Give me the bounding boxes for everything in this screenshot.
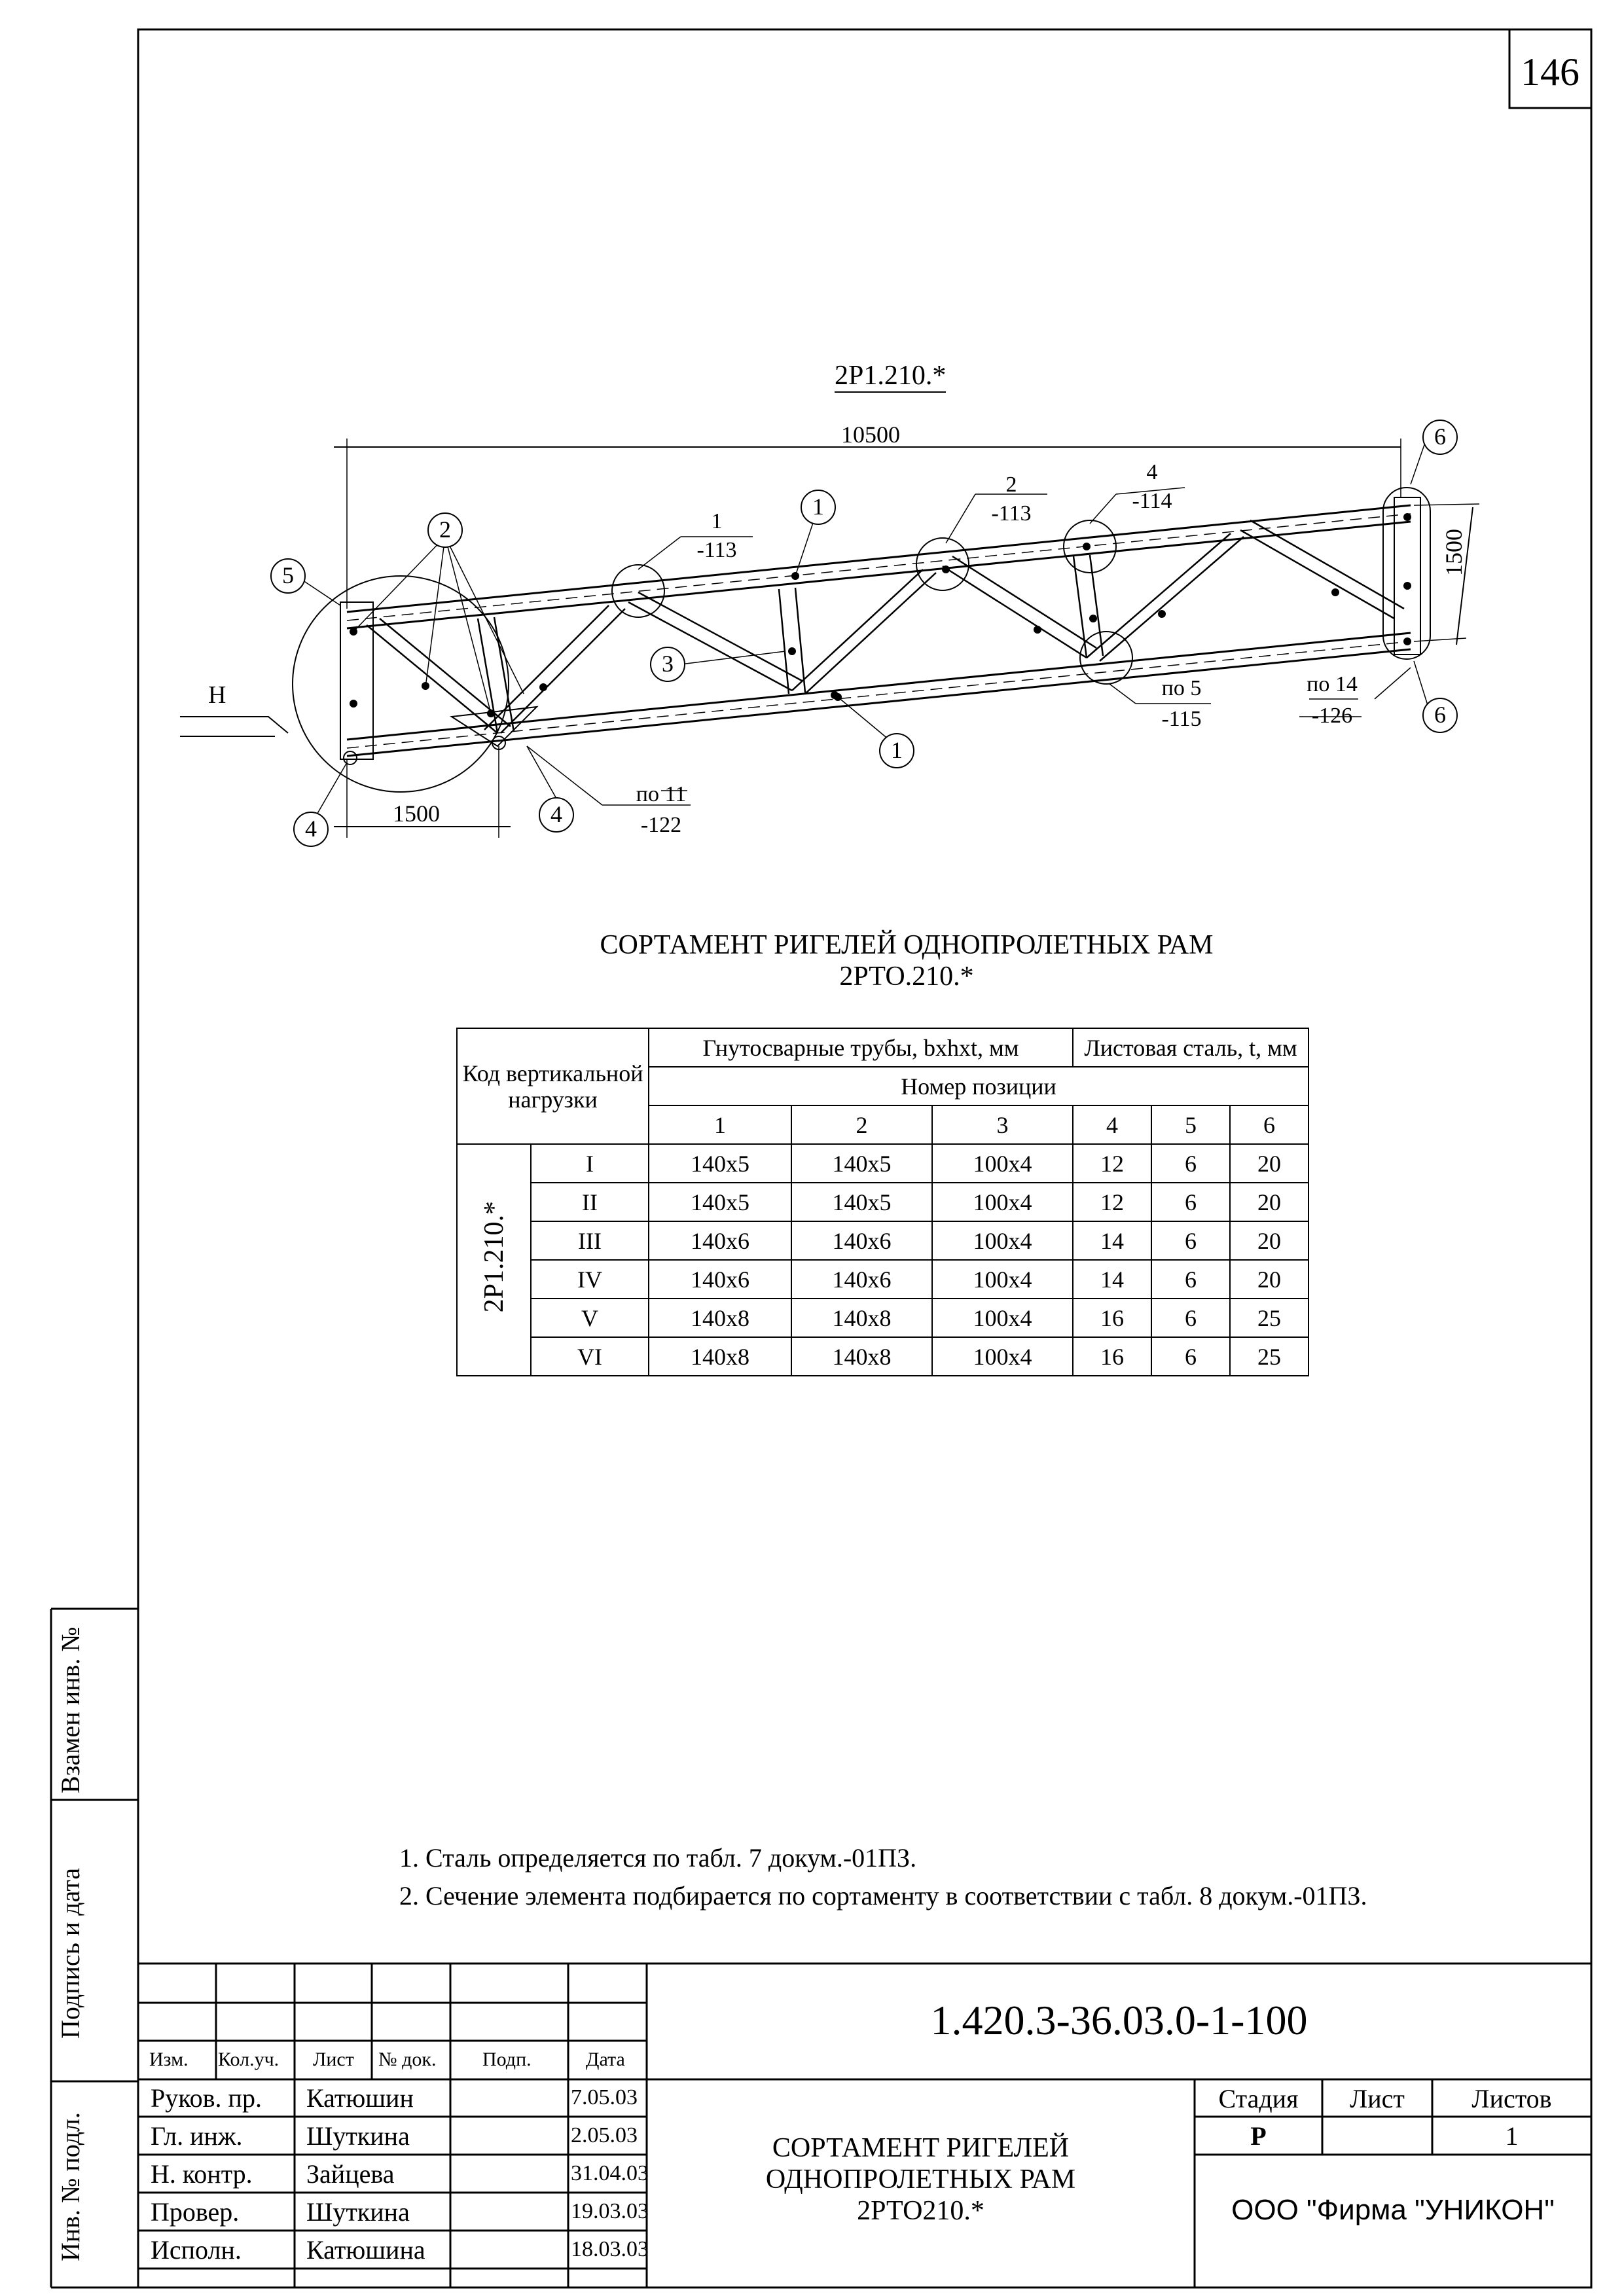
- cell: 100x4: [932, 1183, 1073, 1221]
- sign-date: 18.03.03: [571, 2237, 649, 2261]
- cell: 140x8: [649, 1299, 791, 1337]
- stage-value: Р: [1250, 2121, 1267, 2151]
- col-header-list: Лист: [313, 2049, 354, 2070]
- cell: 140x5: [791, 1183, 932, 1221]
- col-num: 3: [932, 1105, 1073, 1144]
- cell: 6: [1151, 1260, 1230, 1299]
- sign-date: 2.05.03: [571, 2123, 638, 2147]
- cell: 140x6: [649, 1221, 791, 1260]
- callout-4-right: 4: [550, 801, 562, 827]
- doc-title-line3: 2РТО210.*: [857, 2196, 984, 2226]
- dim-left: 1500: [393, 800, 440, 827]
- cell: 140x6: [649, 1260, 791, 1299]
- dim-total: 10500: [841, 422, 900, 448]
- cell: 140x8: [791, 1299, 932, 1337]
- detail-ref-2-sheet: -113: [991, 501, 1032, 526]
- sign-date: 7.05.03: [571, 2085, 638, 2109]
- cell: 100x4: [932, 1144, 1073, 1183]
- detail-ref-4-num: 4: [1146, 460, 1158, 484]
- table-title-line1: СОРТАМЕНТ РИГЕЛЕЙ ОДНОПРОЛЕТНЫХ РАМ: [600, 930, 1214, 960]
- col-num: 4: [1073, 1105, 1151, 1144]
- cell: 6: [1151, 1144, 1230, 1183]
- cell: 6: [1151, 1221, 1230, 1260]
- stage-header: Стадия: [1218, 2084, 1299, 2113]
- group-label: 2Р1.210.*: [478, 1201, 509, 1313]
- callout-1-top: 1: [812, 493, 824, 520]
- col-header-podp: Подп.: [482, 2049, 532, 2070]
- person-name: Зайцева: [306, 2159, 395, 2189]
- sheets-header: Листов: [1471, 2084, 1552, 2113]
- sheet-number: 146: [1521, 50, 1579, 94]
- col-num: 5: [1151, 1105, 1230, 1144]
- cell: 100x4: [932, 1299, 1073, 1337]
- person-name: Шуткина: [306, 2197, 410, 2227]
- side-label-replaced-inv: Взамен инв. №: [56, 1626, 85, 1793]
- role-label: Руков. пр.: [151, 2083, 262, 2113]
- dim-height: 1500: [1441, 529, 1467, 576]
- sign-date: 19.03.03: [571, 2199, 649, 2223]
- col-num: 1: [649, 1105, 791, 1144]
- role-label: Провер.: [151, 2197, 240, 2227]
- cell: 140x8: [791, 1337, 932, 1376]
- col-header-data: Дата: [586, 2049, 625, 2070]
- cell: 20: [1230, 1260, 1308, 1299]
- callout-6-top: 6: [1434, 423, 1446, 450]
- cell: 6: [1151, 1299, 1230, 1337]
- cell: 140x5: [791, 1144, 932, 1183]
- col-header-izm: Изм.: [149, 2049, 189, 2070]
- cell: 140x8: [649, 1337, 791, 1376]
- cell: 16: [1073, 1337, 1151, 1376]
- cell: 20: [1230, 1183, 1308, 1221]
- row-code: VI: [531, 1337, 649, 1376]
- row-code: II: [531, 1183, 649, 1221]
- callout-6-bottom: 6: [1434, 702, 1446, 728]
- role-label: Гл. инж.: [151, 2121, 243, 2151]
- row-code: I: [531, 1144, 649, 1183]
- sheets-value: 1: [1505, 2121, 1519, 2151]
- side-label-inv-orig: Инв. № подл.: [56, 2112, 85, 2261]
- header-code: Код вертикальной нагрузки: [457, 1028, 649, 1144]
- cell: 25: [1230, 1299, 1308, 1337]
- detail-ref-11-num: по 11: [636, 782, 687, 806]
- cell: 6: [1151, 1337, 1230, 1376]
- doc-title-line2: ОДНОПРОЛЕТНЫХ РАМ: [765, 2164, 1076, 2195]
- detail-ref-1-sheet: -113: [696, 538, 737, 562]
- sheet-header: Лист: [1350, 2084, 1405, 2113]
- cell: 14: [1073, 1221, 1151, 1260]
- header-position: Номер позиции: [649, 1067, 1308, 1105]
- sign-date: 31.04.03: [571, 2161, 649, 2185]
- detail-ref-14-num: по 14: [1307, 672, 1358, 696]
- cell: 16: [1073, 1299, 1151, 1337]
- callout-5: 5: [282, 562, 294, 588]
- drawing-title: 2Р1.210.*: [835, 360, 946, 393]
- company-name: ООО "Фирма "УНИКОН": [1231, 2194, 1555, 2226]
- cell: 12: [1073, 1144, 1151, 1183]
- detail-ref-14-sheet: -126: [1311, 704, 1353, 728]
- cell: 140x5: [649, 1144, 791, 1183]
- cell: 140x6: [791, 1260, 932, 1299]
- col-num: 6: [1230, 1105, 1308, 1144]
- row-code: III: [531, 1221, 649, 1260]
- row-code: IV: [531, 1260, 649, 1299]
- cell: 100x4: [932, 1260, 1073, 1299]
- cell: 140x5: [649, 1183, 791, 1221]
- cell: 20: [1230, 1144, 1308, 1183]
- callout-3: 3: [662, 651, 674, 677]
- note-1: 1. Сталь определяется по табл. 7 докум.-01ПЗ.: [399, 1843, 917, 1873]
- detail-ref-4-sheet: -114: [1132, 489, 1172, 513]
- detail-ref-1-num: 1: [711, 509, 723, 533]
- person-name: Катюшин: [306, 2083, 414, 2113]
- cell: 25: [1230, 1337, 1308, 1376]
- doc-title-line1: СОРТАМЕНТ РИГЕЛЕЙ: [772, 2133, 1070, 2163]
- callout-1-bottom: 1: [891, 737, 903, 763]
- role-label: Н. контр.: [151, 2159, 253, 2189]
- cell: 14: [1073, 1260, 1151, 1299]
- side-label-sign-date: Подпись и дата: [56, 1867, 85, 2039]
- callout-2: 2: [439, 516, 451, 543]
- doc-title: [647, 2132, 1195, 2227]
- table-title-line2: 2РТО.210.*: [839, 961, 974, 992]
- note-2: 2. Сечение элемента подбирается по сортаменту в соответствии с табл. 8 докум.-01ПЗ.: [399, 1881, 1367, 1910]
- detail-ref-5-sheet: -115: [1161, 707, 1202, 731]
- load-label: Н: [208, 681, 226, 709]
- cell: 140x6: [791, 1221, 932, 1260]
- person-name: Катюшина: [306, 2235, 425, 2265]
- cell: 100x4: [932, 1221, 1073, 1260]
- cell: 6: [1151, 1183, 1230, 1221]
- col-header-kol: Кол.уч.: [218, 2049, 280, 2070]
- cell: 100x4: [932, 1337, 1073, 1376]
- cell: 12: [1073, 1183, 1151, 1221]
- row-code: V: [531, 1299, 649, 1337]
- header-sheet-steel: Листовая сталь, t, мм: [1073, 1028, 1308, 1067]
- detail-ref-5-num: по 5: [1161, 676, 1202, 700]
- role-label: Исполн.: [151, 2235, 242, 2265]
- col-num: 2: [791, 1105, 932, 1144]
- header-tubes: Гнутосварные трубы, bxhxt, мм: [649, 1028, 1073, 1067]
- cell: 20: [1230, 1221, 1308, 1260]
- person-name: Шуткина: [306, 2121, 410, 2151]
- detail-ref-11-sheet: -122: [640, 813, 682, 837]
- col-header-ndok: № док.: [378, 2049, 437, 2070]
- detail-ref-2-num: 2: [1005, 473, 1017, 497]
- doc-code: 1.420.3-36.03.0-1-100: [930, 1997, 1308, 2043]
- callout-4-left: 4: [305, 816, 317, 842]
